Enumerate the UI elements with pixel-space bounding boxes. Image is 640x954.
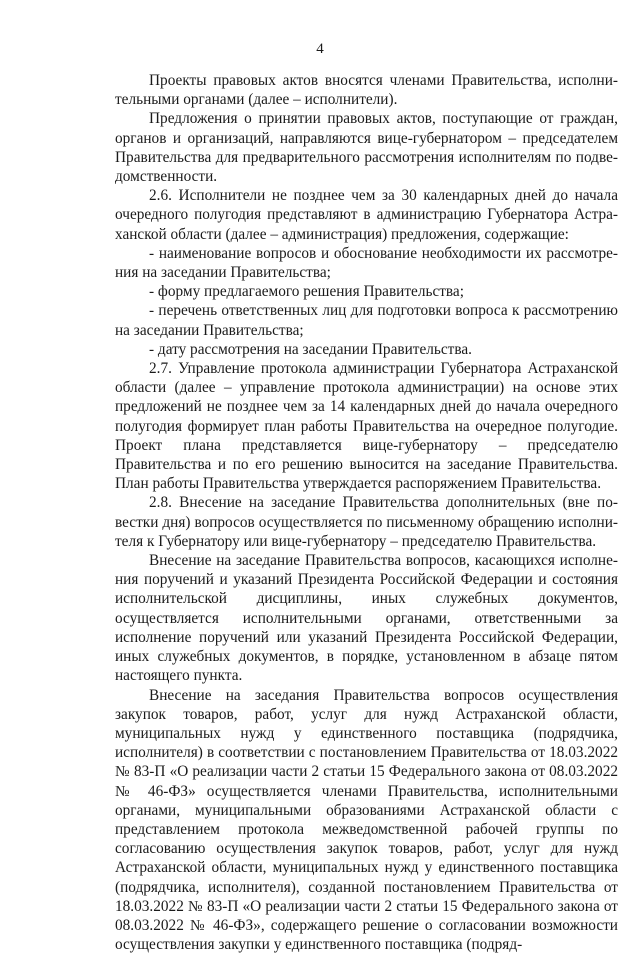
paragraph-2: Предложения о принятии правовых актов, поступающие от граждан, органов и организаций, направляются вице-губернатором – председателем Правительства для предварительного рассмотрения исполнителям по подведомственности. bbox=[115, 109, 618, 186]
paragraph-7: - дату рассмотрения на заседании Правительства. bbox=[115, 340, 618, 359]
paragraph-6: - перечень ответственных лиц для подготовки вопроса к рассмотрению на заседании Правительства; bbox=[115, 301, 618, 339]
page-number: 4 bbox=[0, 40, 640, 58]
paragraph-1: Проекты правовых актов вносятся членами Правительства, исполнительными органами (далее – исполнители). bbox=[115, 71, 618, 109]
paragraph-9: 2.8. Внесение на заседание Правительства дополнительных (вне повестки дня) вопросов осуществляется по письменному обращению исполнителя к Губернатору или вице-губернатору – председателю Правительства. bbox=[115, 493, 618, 551]
document-body bbox=[115, 71, 618, 954]
paragraph-3: 2.6. Исполнители не позднее чем за 30 календарных дней до начала очередного полугодия представляют в администрацию Губернатора Астраханской области (далее – администрация) предложения, содержащие: bbox=[115, 186, 618, 244]
paragraph-8: 2.7. Управление протокола администрации Губернатора Астраханской области (далее – управление протокола администрации) на основе этих предложений не позднее чем за 14 календарных дней до начала очередного полугодия формирует план работы Правительства на очередное полугодие. Проект плана представляется вице-губернатору – председателю Правительства и по его решению выносится на заседание Правительства. План работы Правительства утверждается распоряжением Правительства. bbox=[115, 359, 618, 493]
paragraph-11: Внесение на заседания Правительства вопросов осуществления закупок товаров, работ, услуг для нужд Астраханской области, муниципальных нужд у единственного поставщика (подрядчика, исполнителя) в соответствии с постановлением Правительства от 18.03.2022 № 83-П «О реализации части 2 статьи 15 Федерального закона от 08.03.2022 № 46-ФЗ» осуществляется членами Правительства, исполнительными органами, муниципальными образованиями Астраханской области с представлением протокола межведомственной рабочей группы по согласованию осуществления закупок товаров, работ, услуг для нужд Астраханской области, муниципальных нужд у единственного поставщика (подрядчика, исполнителя), созданной постановлением Правительства от 18.03.2022 № 83-П «О реализации части 2 статьи 15 Федерального закона от 08.03.2022 № 46-ФЗ», содержащего решение о согласовании возможности осуществления закупки у единственного поставщика (подряд- bbox=[115, 686, 618, 954]
paragraph-5: - форму предлагаемого решения Правительства; bbox=[115, 282, 618, 301]
paragraph-10: Внесение на заседание Правительства вопросов, касающихся исполнения поручений и указаний Президента Российской Федерации и состояния исполнительской дисциплины, иных служебных документов, осуществляется исполнительными органами, ответственными за исполнение поручений или указаний Президента Российской Федерации, иных служебных документов, в порядке, установленном в абзаце пятом настоящего пункта. bbox=[115, 551, 618, 685]
paragraph-4: - наименование вопросов и обоснование необходимости их рассмотрения на заседании Правительства; bbox=[115, 244, 618, 282]
